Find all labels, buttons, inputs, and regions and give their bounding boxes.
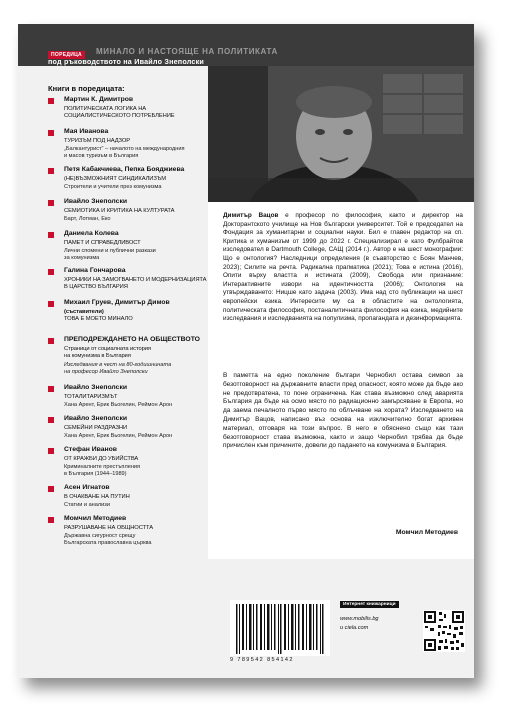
- book-subtitle: Лични спомени и публични разкази за комунизма: [64, 248, 156, 261]
- header-bar: [18, 24, 474, 66]
- barcode-image: [230, 600, 330, 656]
- bullet-icon: [48, 130, 54, 136]
- bullet-icon: [48, 448, 54, 454]
- author-bio: [223, 212, 463, 324]
- book-author: Ивайло Знеполски: [64, 198, 128, 205]
- book-subtitle: Криминалните престъпления в България (1944–1989): [64, 464, 141, 477]
- author-portrait-image: [208, 66, 474, 202]
- book-subtitle: Статии и анализи: [64, 502, 110, 508]
- book-title: СЕМЕЙНИ РАЗДРАЗНИ: [64, 425, 128, 431]
- book-title: (НЕ)ВЪЗМОЖНИЯТ СИНДИКАЛИЗЪМ: [64, 176, 166, 182]
- book-title: Страници от социалната история на комунизма в България: [64, 346, 151, 360]
- series-title: МИНАЛО И НАСТОЯЩЕ НА ПОЛИТИКАТА: [96, 47, 278, 56]
- book-subtitle: „Балкантурист“ – началото на международния и масов туризъм в България: [64, 146, 185, 159]
- store-url[interactable]: www.mobilis.bg: [340, 616, 379, 622]
- book-back-cover: [18, 24, 474, 678]
- book-title: ХРОНИКИ НА ЗАМОГВАНЕТО И МОДЕРНИЗАЦИЯТА В ЦАРСТВО БЪЛГАРИЯ: [64, 277, 207, 291]
- bio-text: е професор по философия, както и директор на Докторантското училище на Нов български университет. Той е председател на Фондация за хуманитарни и социални науки. Бил е главен редактор на сп. Критика и хуманизъм от 1999 до 2022 г. Специализирал е като Фулбрайтов изследовател в Dartmouth College, САЩ (2014 г.). Автор е на шест монографии: Що е онтология? Наследници определения (в съавторство с Боян Манчев, 2023); Силите на речта. Радикална прагматика (2021); Това е истина (2016), Опити върху властта и истината (2009), Свобода или признание: Интерактивните извори на идентичността (2006); Онтология на утвърждаването: Ницше като задача (2003). Има над сто публикации на шест европейски езика. Интересите му са в областите на онтологията, политическата философия, постаналитичната философия на езика, медийните изследвания и изследванията на популизма, пропагандата и дезинформацията.: [223, 212, 463, 323]
- book-title: РАЗРУШАВАНЕ НА ОБЩНОСТТА: [64, 525, 154, 531]
- quote-text: В паметта на едно поколение българи Чернобил остава символ за безотговорност на държавните власти пред опасност, която може да бъде ако не предотвратена, то поне ограничена. Как става възможно след аварията България да бъде на осмо място по радиационно замърсяване в Европа, но да заема печалното първо място по облъчване на хората? Изследването на Димитър Вацов, написано въз основа на изключително богат архивен материал, отговаря на този въпрос. В него е обяснено също как тази безотговорност става възможна, както и защо Чернобил трябва да бъде причислен към причините, довели до падането на комунизма в България.: [223, 372, 463, 450]
- book-author: Ивайло Знеполски: [64, 384, 128, 391]
- author-photo: [208, 66, 474, 202]
- qr-code-icon[interactable]: [423, 610, 465, 652]
- isbn-barcode: [230, 600, 330, 656]
- book-title: ПОЛИТИЧЕСКАТА ЛОГИКА НА СОЦИАЛИСТИЧЕСКОТО ПОТРЕБЛЕНИЕ: [64, 106, 175, 120]
- book-author: Даниела Колева: [64, 230, 119, 237]
- book-subtitle: Хана Арент, Ерик Вьогелин, Реймон Арон: [64, 402, 173, 408]
- book-author: Мая Иванова: [64, 128, 109, 135]
- bullet-icon: [48, 232, 54, 238]
- book-subtitle: Изследвания в чест на 80-годишнината на професор Ивайло Знеполски: [64, 362, 172, 375]
- book-subtitle: Държавна сигурност срещу Българската православна църква: [64, 533, 152, 546]
- bullet-icon: [48, 269, 54, 275]
- book-author: Стефан Иванов: [64, 446, 117, 453]
- bullet-icon: [48, 386, 54, 392]
- book-list-sidebar: [18, 66, 208, 678]
- book-subtitle: Барт, Лотман, Еко: [64, 216, 111, 222]
- sidebar-heading: Книги в поредицата:: [48, 84, 125, 93]
- bullet-icon: [48, 417, 54, 423]
- book-title: ОТ КРАЖБИ ДО УБИЙСТВА: [64, 456, 139, 462]
- book-title: СЕМИОТИКА И КРИТИКА НА КУЛТУРАТА: [64, 208, 175, 214]
- book-author: Асен Игнатов: [64, 484, 110, 491]
- bullet-icon: [48, 338, 54, 344]
- bullet-icon: [48, 200, 54, 206]
- book-title: В ОЧАКВАНЕ НА ПУТИН: [64, 494, 130, 500]
- book-author: Мартин К. Димитров: [64, 96, 134, 103]
- book-author: Ивайло Знеполски: [64, 415, 128, 422]
- book-author: Петя Кабакчиева, Пепка Бояджиева: [64, 166, 185, 173]
- book-author: Михаил Груев, Димитър Димов: [64, 299, 170, 306]
- store-url[interactable]: и ciela.com: [340, 625, 369, 631]
- book-title: ПАМЕТ И СПРАВЕДЛИВОСТ: [64, 240, 141, 246]
- book-subtitle: Строители и учители през комунизма: [64, 184, 162, 190]
- book-author: ПРЕПОДРЕЖДАНЕТО НА ОБЩЕСТВОТО: [64, 336, 200, 343]
- bullet-icon: [48, 168, 54, 174]
- online-stores-label: Интернет книжарници: [340, 601, 399, 608]
- bullet-icon: [48, 486, 54, 492]
- book-subtitle: Хана Арент, Ерик Вьогелин, Реймон Арон: [64, 433, 173, 439]
- book-author: Момчил Методиев: [64, 515, 127, 522]
- bullet-icon: [48, 301, 54, 307]
- book-title: (съставители) ТОВА Е МОЕТО МИНАЛО: [64, 309, 133, 323]
- book-author: Галина Гончарова: [64, 267, 126, 274]
- series-tag: ПОРЕДИЦА: [48, 51, 85, 59]
- book-title: ТУРИЗЪМ ПОД НАДЗОР: [64, 138, 131, 144]
- isbn-number: 9 789542 854142: [230, 657, 294, 663]
- bullet-icon: [48, 517, 54, 523]
- bullet-icon: [48, 98, 54, 104]
- quote-signature: Момчил Методиев: [395, 529, 458, 536]
- author-name: Димитър Вацов: [223, 212, 279, 219]
- editor-line: под ръководството на Ивайло Знеполски: [48, 57, 205, 66]
- book-title: ТОТАЛИТАРИЗМЪТ: [64, 394, 118, 400]
- qr-code-image: [423, 610, 465, 652]
